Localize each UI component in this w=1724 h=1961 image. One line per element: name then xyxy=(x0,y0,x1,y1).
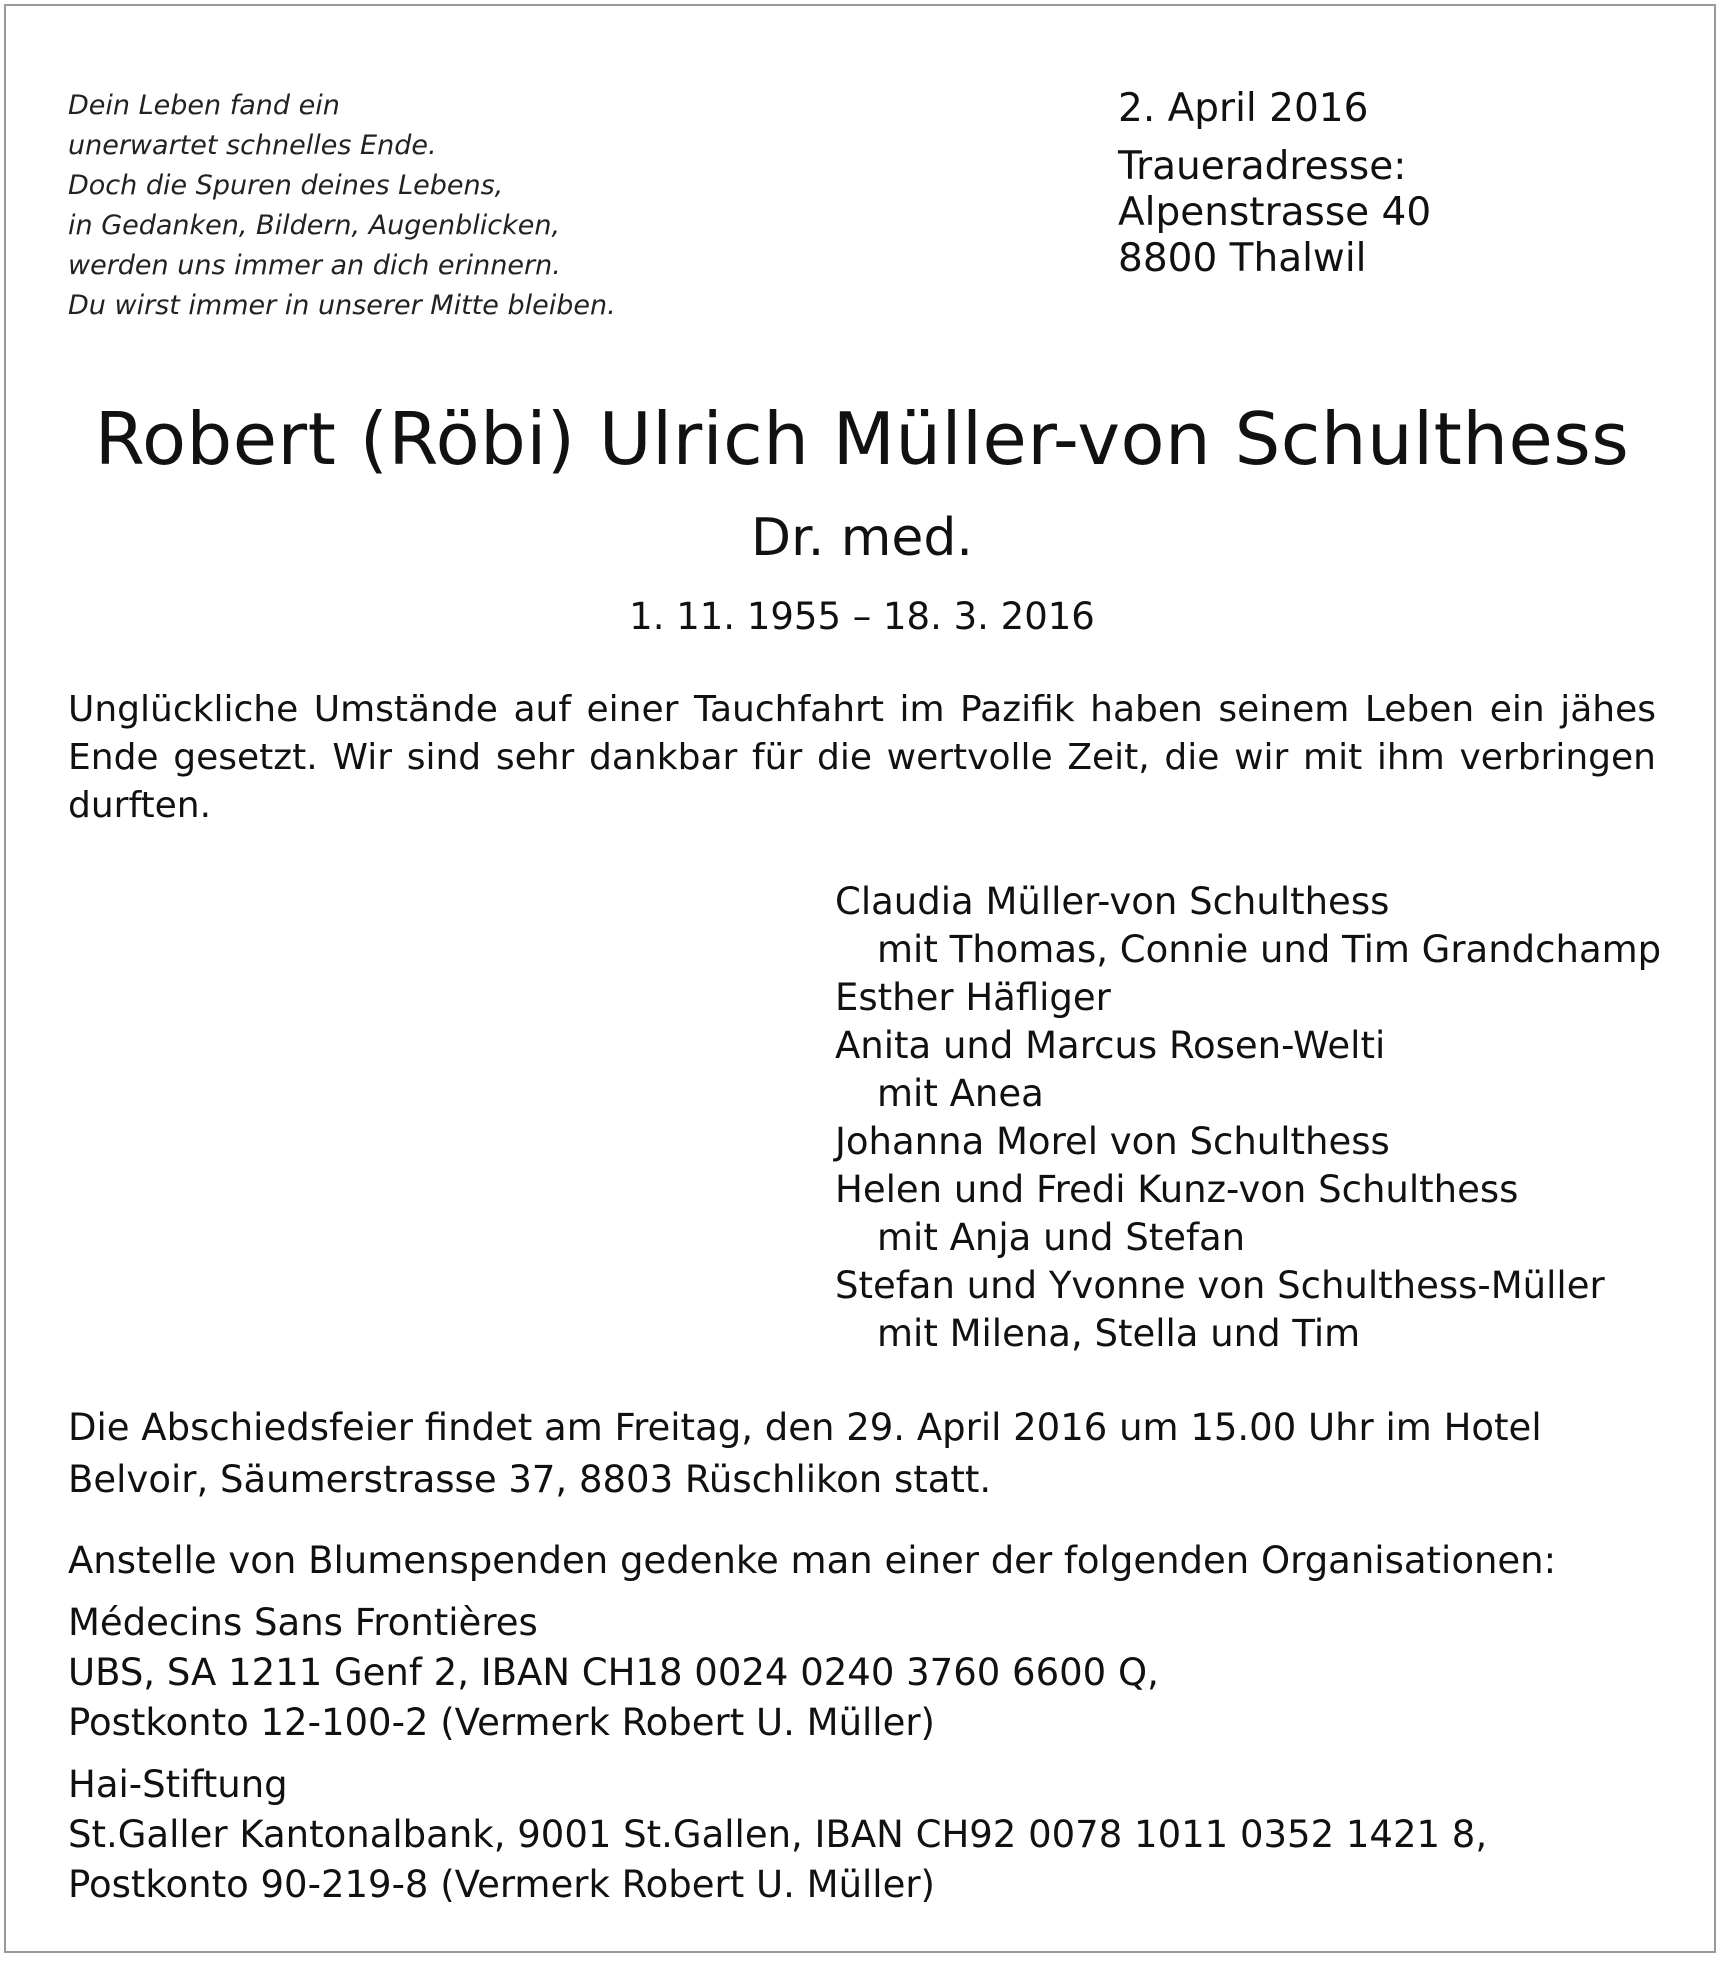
service-line: Belvoir, Säumerstrasse 37, 8803 Rüschlikon statt. xyxy=(68,1458,992,1501)
donation-info xyxy=(68,1536,1556,1922)
notice-date: 2. April 2016 xyxy=(1118,86,1369,131)
poem-line: unerwartet schnelles Ende. xyxy=(68,130,437,161)
family-line: mit Milena, Stella und Tim xyxy=(877,1312,1361,1355)
family-list xyxy=(835,878,1661,1358)
poem-line: Dein Leben fand ein xyxy=(68,90,340,121)
deceased-name: Robert (Röbi) Ulrich Müller-von Schulthess xyxy=(94,397,1630,481)
address-line: Traueradresse: xyxy=(1118,144,1407,189)
farewell-service-info xyxy=(68,1402,1542,1506)
family-line: mit Anea xyxy=(877,1072,1044,1115)
academic-title: Dr. med. xyxy=(751,508,973,568)
poem-line: Du wirst immer in unserer Mitte bleiben. xyxy=(68,290,616,321)
organization-name: Médecins Sans Frontières xyxy=(68,1601,538,1644)
bank-details: UBS, SA 1211 Genf 2, IBAN CH18 0024 0240 3760 6600 Q, xyxy=(68,1651,1159,1694)
service-line: Die Abschiedsfeier findet am Freitag, den 29. April 2016 um 15.00 Uhr im Hotel xyxy=(68,1406,1542,1449)
life-dates: 1. 11. 1955 – 18. 3. 2016 xyxy=(629,595,1095,638)
donation-lead: Anstelle von Blumenspenden gedenke man einer der folgenden Organisationen: xyxy=(68,1539,1557,1582)
family-line: Claudia Müller-von Schulthess xyxy=(835,880,1390,923)
bank-details: St.Galler Kantonalbank, 9001 St.Gallen, IBAN CH92 0078 1011 0352 1421 8, xyxy=(68,1813,1488,1856)
poem-line: werden uns immer an dich erinnern. xyxy=(68,250,561,281)
family-line: Esther Häfliger xyxy=(835,976,1111,1019)
memorial-poem xyxy=(68,86,616,326)
family-line: Johanna Morel von Schulthess xyxy=(835,1120,1390,1163)
address-line: 8800 Thalwil xyxy=(1118,236,1367,281)
family-line: mit Thomas, Connie und Tim Grandchamp xyxy=(877,928,1662,971)
address-line: Alpenstrasse 40 xyxy=(1118,190,1432,235)
mourning-address xyxy=(1118,144,1431,282)
family-line: mit Anja und Stefan xyxy=(877,1216,1246,1259)
donation-organization xyxy=(68,1760,1556,1910)
poem-line: Doch die Spuren deines Lebens, xyxy=(68,170,504,201)
date-and-address xyxy=(1118,82,1431,282)
family-line: Helen und Fredi Kunz-von Schulthess xyxy=(835,1168,1519,1211)
family-line: Stefan und Yvonne von Schulthess-Müller xyxy=(835,1264,1605,1307)
postal-account: Postkonto 12-100-2 (Vermerk Robert U. Müller) xyxy=(68,1701,935,1744)
intro-paragraph: Unglückliche Umstände auf einer Tauchfahrt im Pazifik haben seinem Leben ein jähes Ende gesetzt. Wir sind sehr dankbar für die wertvolle Zeit, die wir mit ihm verbringen durften. xyxy=(68,689,1656,826)
organization-name: Hai-Stiftung xyxy=(68,1763,288,1806)
postal-account: Postkonto 90-219-8 (Vermerk Robert U. Müller) xyxy=(68,1863,935,1906)
family-line: Anita und Marcus Rosen-Welti xyxy=(835,1024,1386,1067)
donation-organization xyxy=(68,1598,1556,1748)
poem-line: in Gedanken, Bildern, Augenblicken, xyxy=(68,210,561,241)
